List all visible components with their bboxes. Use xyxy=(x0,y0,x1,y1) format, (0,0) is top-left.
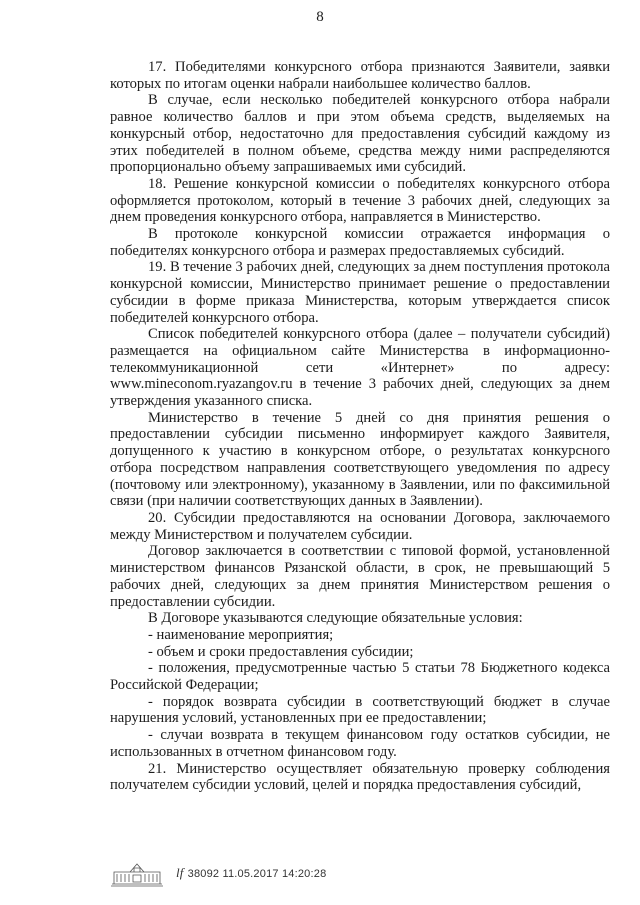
paragraph: 20. Субсидии предоставляются на основании Договора, заключаемого между Министерством и получателем субсидии. xyxy=(110,509,610,543)
paragraph: В Договоре указываются следующие обязательные условия: xyxy=(148,610,523,627)
building-emblem-icon xyxy=(108,858,166,888)
paragraph: - порядок возврата субсидии в соответствующий бюджет в случае нарушения условий, установленных при ее предоставлении; xyxy=(110,693,610,727)
registration-number: 38092 11.05.2017 14:20:28 xyxy=(187,868,327,880)
paragraph: 19. В течение 3 рабочих дней, следующих за днем поступления протокола конкурсной комиссии, Министерство принимает решение о предоставлении субсидии в форме приказа Министерства, которым утверждается список победителей конкурсного отбора. xyxy=(110,259,610,326)
paragraph: 21. Министерство осуществляет обязательную проверку соблюдения получателем субсидии условий, целей и порядка предоставления субсидий, xyxy=(110,760,610,794)
signature-mark: lf xyxy=(176,865,184,880)
paragraph: В случае, если несколько победителей конкурсного отбора набрали равное количество баллов и при этом объема средств, выделяемых на конкурсный отбор, недостаточно для предоставления субсидий каждому из этих победителей в полном объеме, средства между ними распределяются пропорционально объему запрашиваемых ими субсидий. xyxy=(110,92,610,176)
document-body xyxy=(110,59,610,794)
paragraph: Министерство в течение 5 дней со дня принятия решения о предоставлении субсидии письменно информирует каждого Заявителя, допущенного к участию в конкурсном отборе, о результатах конкурсного отбора посредством направления соответствующего уведомления по адресу (почтовому или электронному), указанному в Заявлении, или по факсимильной связи (при наличии соответствующих данных в Заявлении). xyxy=(110,409,610,510)
paragraph: - положения, предусмотренные частью 5 статьи 78 Бюджетного кодекса Российской Федерации; xyxy=(110,660,610,694)
paragraph: - случаи возврата в текущем финансовом году остатков субсидии, не использованных в отчетном финансовом году. xyxy=(110,727,610,760)
registration-mark xyxy=(176,865,326,881)
paragraph: Список победителей конкурсного отбора (далее – получатели субсидий) размещается на официальном сайте Министерства в информационно-телекоммуникационной сети «Интернет» по адресу: www.mineconom.ryazangov.ru в течение 3 рабочих дней, следующих за днем утверждения указанного списка. xyxy=(110,326,610,410)
paragraph: - наименование мероприятия; xyxy=(148,626,334,643)
paragraph: Договор заключается в соответствии с типовой формой, установленной министерством финансов Рязанской области, в срок, не превышающий 5 рабочих дней, следующих за днем принятия Министерством решения о предоставлении субсидии. xyxy=(110,543,610,610)
paragraph: В протоколе конкурсной комиссии отражается информация о победителях конкурсного отбора и размерах предоставляемых субсидий. xyxy=(110,226,610,259)
paragraph: 18. Решение конкурсной комиссии о победителях конкурсного отбора оформляется протоколом, который в течение 3 рабочих дней, следующих за днем проведения конкурсного отбора, направляется в Министерство. xyxy=(110,175,610,226)
footer-mark xyxy=(108,858,326,888)
paragraph: - объем и сроки предоставления субсидии; xyxy=(148,643,414,660)
paragraph: 17. Победителями конкурсного отбора признаются Заявители, заявки которых по итогам оценки набрали наибольшее количество баллов. xyxy=(110,59,610,92)
page-number: 8 xyxy=(316,9,324,25)
